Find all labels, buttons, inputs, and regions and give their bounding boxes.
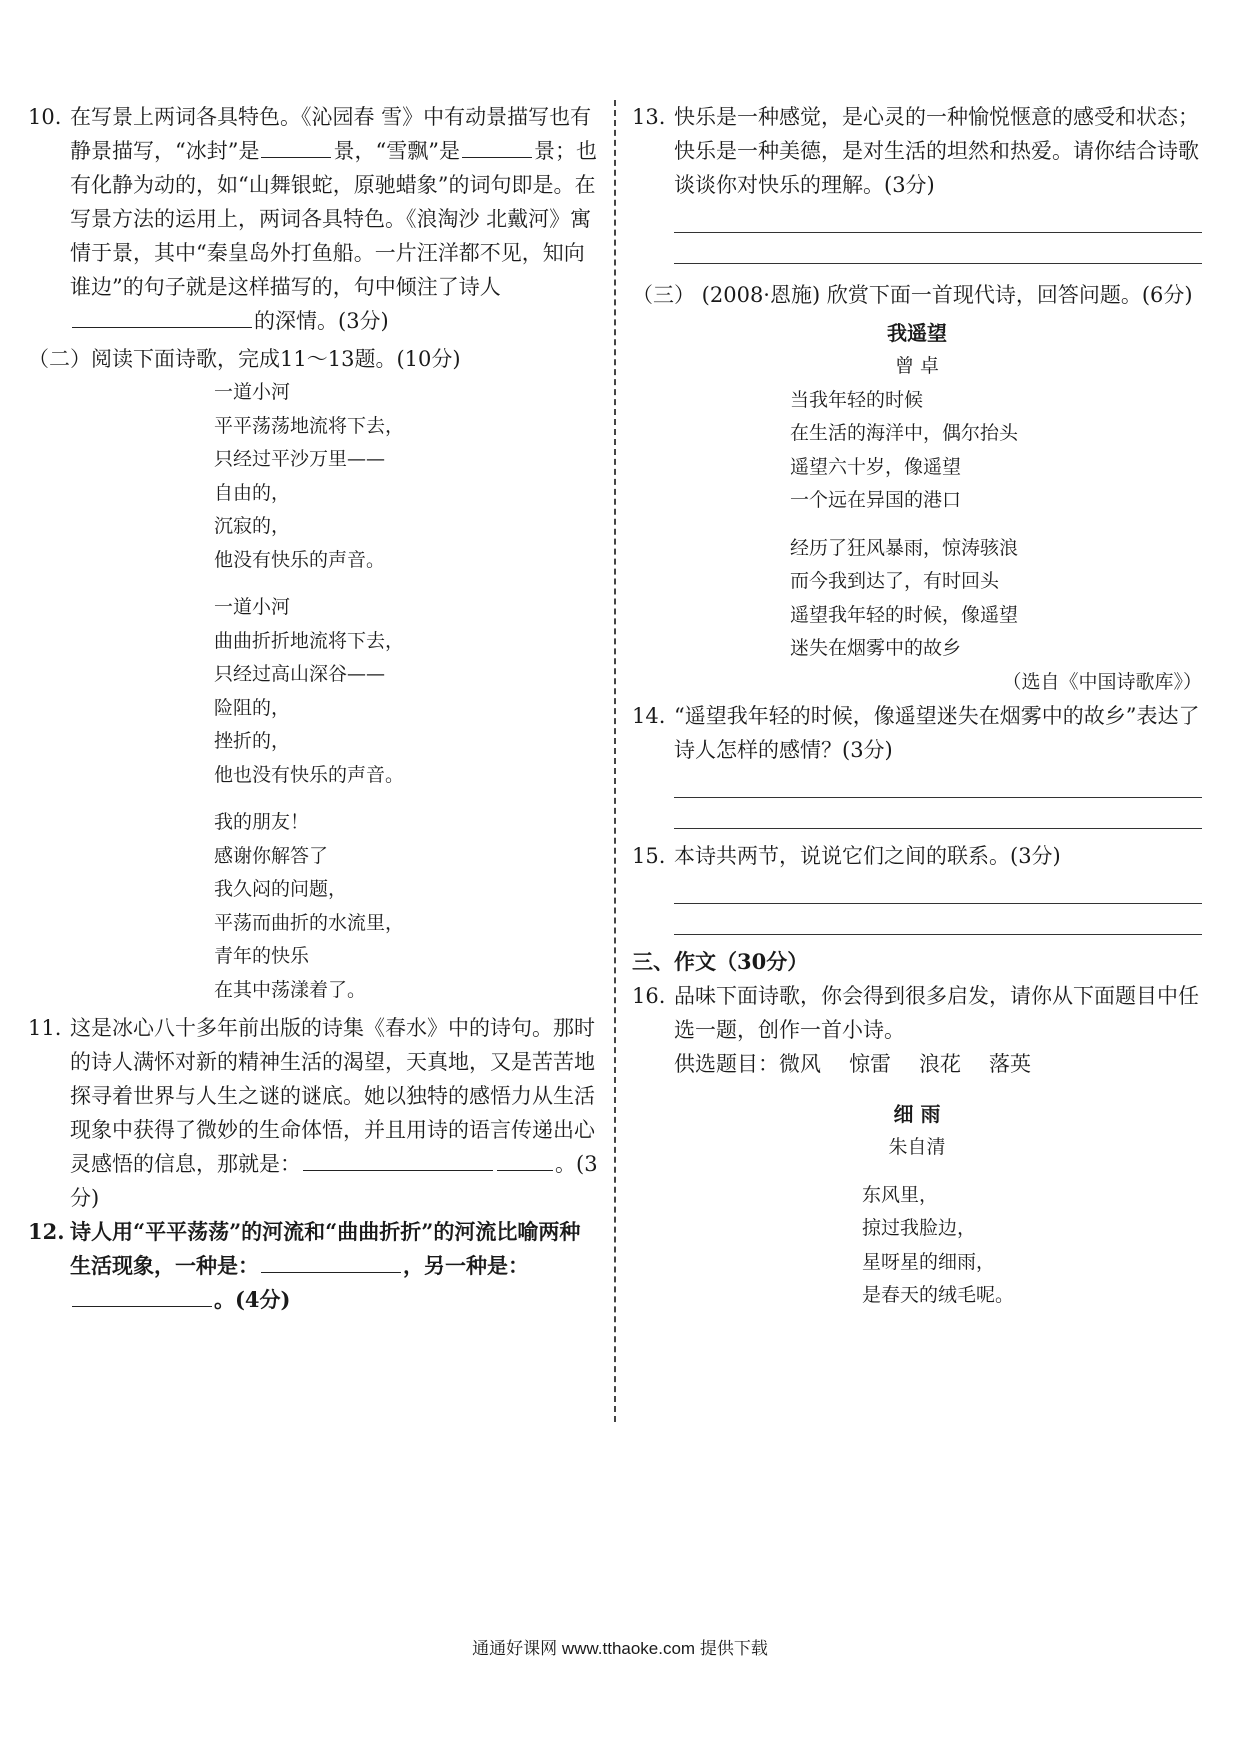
poem-line: 一个远在异国的港口 xyxy=(790,489,962,511)
poem-line: 他没有快乐的声音。 xyxy=(214,548,386,571)
poem-line: 一道小河 xyxy=(214,596,291,618)
poem-line: 是春天的绒毛呢。 xyxy=(862,1284,1015,1306)
question-text: 本诗共两节，说说它们之间的联系。(3分) xyxy=(674,844,1061,868)
poem-title: 我遥望 xyxy=(887,321,947,345)
poem-title: 细 雨 xyxy=(893,1102,941,1126)
question-text: 快乐是一种感觉，是心灵的一种愉悦惬意的感受和状态；快乐是一种美德，是对生活的坦然和热爱。请你结合诗歌谈谈你对快乐的理解。(3分) xyxy=(674,105,1199,197)
poem-line: 一道小河 xyxy=(214,381,291,403)
question-number: 14. xyxy=(632,704,666,728)
poem-line: 经历了狂风暴雨，惊涛骇浪 xyxy=(790,536,1019,559)
poem-line: 挫折的， xyxy=(214,730,291,752)
poem-line: 星呀星的细雨， xyxy=(862,1250,996,1273)
answer-blank[interactable] xyxy=(261,1250,401,1273)
poem-2 xyxy=(790,384,1202,666)
answer-line[interactable] xyxy=(674,873,1202,904)
poem-line: 遥望我年轻的时候，像遥望 xyxy=(790,603,1019,626)
question-number: 11. xyxy=(28,1016,62,1040)
poem-line: 曲曲折折地流将下去， xyxy=(214,629,405,652)
question-12 xyxy=(28,1215,598,1317)
poem-line: 只经过高山深谷—— xyxy=(214,663,386,685)
question-text: 在写景上两词各具特色。《沁园春 雪》中有动景描写也有静景描写，“冰封”是 景，“雪飘”是 景；也有化静为动的，如“山舞银蛇，原驰蜡象”的词句即是。在写景方法的运用上，两词各具特色。《浪淘沙 北戴河》寓情于景，其中“秦皇岛外打鱼船。一片汪洋都不见，知向谁边”的句子就是这样描写的，句中倾注了诗人的深情。(3分) xyxy=(70,105,597,333)
poem-line: 东风里， xyxy=(862,1183,939,1206)
topic-option: 落英 xyxy=(989,1052,1031,1076)
poem-line: 而今我到达了，有时回头 xyxy=(790,570,1000,592)
answer-blank[interactable] xyxy=(72,1284,212,1307)
answer-line[interactable] xyxy=(674,904,1202,935)
section-heading-2: （二）阅读下面诗歌，完成11～13题。(10分) xyxy=(28,347,461,371)
page-footer: 通通好课网 www.tthaoke.com 提供下载 xyxy=(472,1639,768,1658)
question-text: 这是冰心八十多年前出版的诗集《春水》中的诗句。那时的诗人满怀对新的精神生活的渴望，天真地，又是苦苦地探寻着世界与人生之谜的谜底。她以独特的感悟力从生活现象中获得了微妙的生命体悟，并且用诗的语言传递出心灵感悟的信息，那就是： 。(3分) xyxy=(70,1016,598,1210)
poem-line: 迷失在烟雾中的故乡 xyxy=(790,637,962,659)
topic-option: 惊雷 xyxy=(849,1052,891,1076)
poem-line: 感谢你解答了 xyxy=(214,844,329,867)
poem-line: 当我年轻的时候 xyxy=(790,388,924,411)
question-11 xyxy=(28,1011,598,1215)
poem-line: 沉寂的， xyxy=(214,515,291,537)
section-heading-3: （三） (2008·恩施) 欣赏下面一首现代诗，回答问题。(6分) xyxy=(632,283,1193,307)
answer-line[interactable] xyxy=(674,798,1202,829)
question-13 xyxy=(632,100,1202,202)
question-15 xyxy=(632,839,1202,873)
question-14 xyxy=(632,699,1202,767)
question-text: 诗人用“平平荡荡”的河流和“曲曲折折”的河流比喻两种生活现象，一种是： ，另一种是：。(4分) xyxy=(70,1219,581,1312)
answer-blank[interactable] xyxy=(462,135,532,158)
answer-line[interactable] xyxy=(674,202,1202,233)
poem-author: 曾 卓 xyxy=(894,355,940,377)
topic-option: 微风 xyxy=(779,1052,821,1076)
poem-line: 自由的， xyxy=(214,481,291,504)
poem-1 xyxy=(214,376,598,1007)
poem-line: 掠过我脸边， xyxy=(862,1217,977,1239)
poem-line: 我的朋友！ xyxy=(214,811,310,833)
poem-author: 朱自清 xyxy=(888,1136,946,1158)
right-column xyxy=(632,100,1202,1313)
poem-line: 遥望六十岁，像遥望 xyxy=(790,455,962,478)
poem-line: 只经过平沙万里—— xyxy=(214,448,386,470)
poem-source: （选自《中国诗歌库》） xyxy=(1002,670,1202,693)
poem-3 xyxy=(862,1179,1202,1313)
question-number: 12. xyxy=(28,1219,65,1244)
answer-line[interactable] xyxy=(674,767,1202,798)
answer-line[interactable] xyxy=(674,233,1202,264)
topic-option: 浪花 xyxy=(919,1052,961,1076)
answer-blank[interactable] xyxy=(261,135,331,158)
question-text: “遥望我年轻的时候，像遥望迷失在烟雾中的故乡”表达了诗人怎样的感情？(3分) xyxy=(674,704,1200,762)
question-number: 16. xyxy=(632,984,666,1008)
poem-line: 他也没有快乐的声音。 xyxy=(214,763,405,786)
question-number: 10. xyxy=(28,105,62,129)
poem-line: 我久闷的问题， xyxy=(214,878,348,900)
topics-label: 供选题目： xyxy=(674,1052,779,1076)
question-number: 15. xyxy=(632,844,666,868)
poem-line: 平荡而曲折的水流里， xyxy=(214,911,405,934)
poem-line: 在生活的海洋中，偶尔抬头 xyxy=(790,422,1019,444)
poem-line: 险阻的， xyxy=(214,696,291,719)
column-divider xyxy=(614,100,616,1422)
section-heading-composition: 三、作文（30分） xyxy=(632,949,809,974)
poem-line: 在其中荡漾着了。 xyxy=(214,978,367,1001)
answer-blank[interactable] xyxy=(303,1148,493,1171)
topic-options xyxy=(674,1047,1202,1081)
question-number: 13. xyxy=(632,105,666,129)
answer-blank[interactable] xyxy=(497,1148,553,1171)
question-text: 品味下面诗歌，你会得到很多启发，请你从下面题目中任选一题，创作一首小诗。 供选题目：微风 惊雷 浪花 落英 xyxy=(674,979,1202,1081)
poem-line: 平平荡荡地流将下去， xyxy=(214,414,405,437)
question-10 xyxy=(28,100,598,338)
poem-line: 青年的快乐 xyxy=(214,945,310,967)
answer-blank[interactable] xyxy=(72,305,252,328)
left-column xyxy=(28,100,598,1317)
question-16 xyxy=(632,979,1202,1081)
